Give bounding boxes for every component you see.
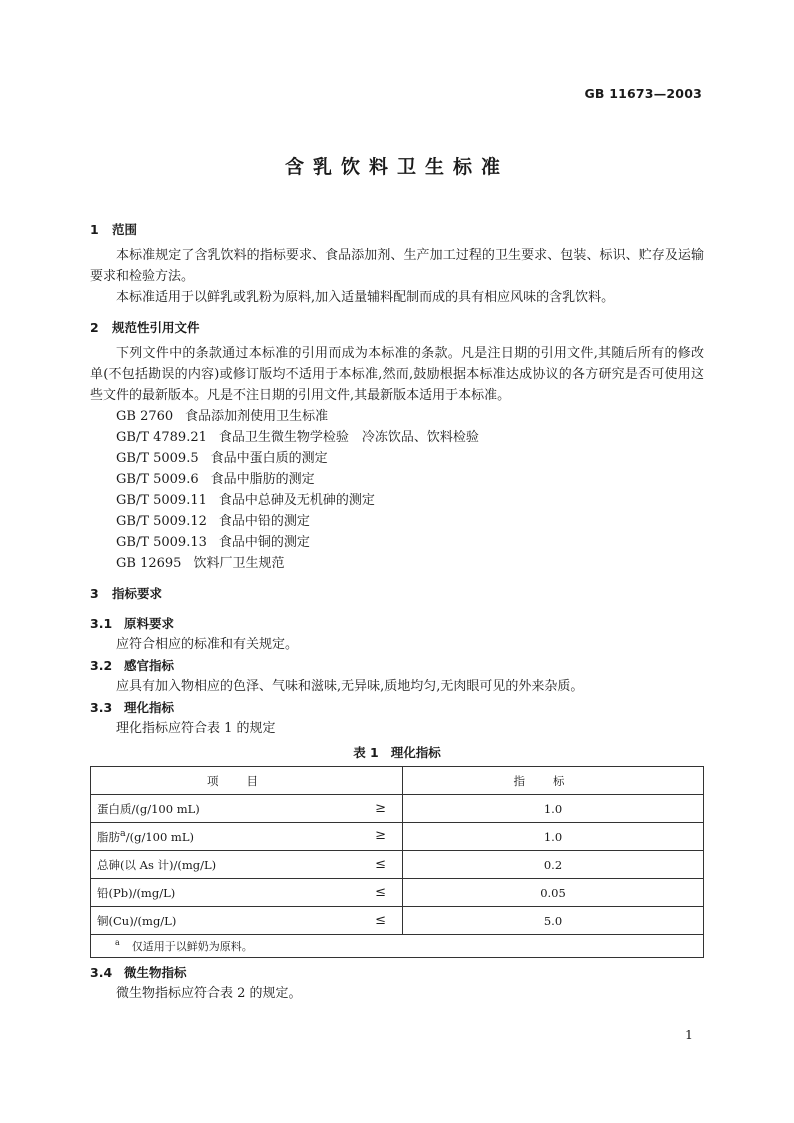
section-number: 3: [90, 586, 99, 601]
subsection-title: 微生物指标: [124, 965, 187, 980]
value-cell: 0.05: [403, 879, 704, 907]
paragraph: 本标准适用于以鲜乳或乳粉为原料,加入适量辅料配制而成的具有相应风味的含乳饮料。: [116, 290, 615, 305]
section-2-heading: [90, 317, 704, 338]
comparison-symbol: ≤: [375, 912, 386, 928]
value-cell: 1.0: [403, 795, 704, 823]
item-label: 总砷(以 As 计)/(mg/L): [97, 857, 217, 872]
paragraph: 应具有加入物相应的色泽、气味和滋味,无异味,质地均匀,无肉眼可见的外来杂质。: [116, 679, 584, 694]
reference-name: 食品添加剂使用卫生标准: [185, 409, 329, 424]
item-label: 铅(Pb)/(mg/L): [97, 885, 176, 900]
reference-item: [90, 406, 704, 427]
paragraph: 理化指标应符合表 1 的规定: [116, 721, 276, 736]
footnote-text: 仅适用于以鲜奶为原料。: [131, 940, 253, 953]
reference-code: GB 2760: [116, 409, 174, 424]
table-header-row: [91, 767, 704, 795]
table-caption: [90, 743, 704, 763]
reference-name: 食品中总砷及无机砷的测定: [218, 493, 375, 508]
value-cell: 5.0: [403, 907, 704, 935]
reference-name: 食品中铜的测定: [218, 535, 310, 550]
section-title: 指标要求: [112, 586, 163, 601]
subsection-title: 理化指标: [124, 700, 175, 715]
table-row: [91, 907, 704, 935]
item-cell: [91, 851, 403, 879]
comparison-symbol: ≥: [375, 828, 386, 844]
standard-number: GB 11673—2003: [584, 86, 702, 101]
reference-item: [90, 553, 704, 574]
table-row: [91, 879, 704, 907]
item-cell: [91, 823, 403, 851]
reference-code: GB/T 5009.6: [116, 472, 199, 487]
reference-item: [90, 490, 704, 511]
value-cell: 0.2: [403, 851, 704, 879]
subsection-number: 3.1: [90, 616, 113, 631]
subsection-title: 感官指标: [124, 658, 175, 673]
page-number: 1: [685, 1027, 693, 1042]
reference-code: GB 12695: [116, 556, 182, 571]
section-1-heading: [90, 219, 704, 240]
subsection-3-4-heading: [90, 962, 704, 983]
document-title: 含乳饮料卫生标准: [284, 156, 509, 178]
footnote-marker: a: [115, 938, 120, 948]
footnote-marker: a: [120, 828, 126, 840]
table-row: [91, 823, 704, 851]
reference-name: 饮料厂卫生规范: [193, 556, 285, 571]
item-label: 脂肪: [97, 829, 120, 844]
reference-code: GB/T 5009.5: [116, 451, 199, 466]
reference-name: 食品中铅的测定: [218, 514, 310, 529]
subsection-title: 原料要求: [124, 616, 175, 631]
document-body: [90, 219, 704, 1004]
section-number: 1: [90, 222, 99, 237]
section-title: 规范性引用文件: [112, 320, 200, 335]
table-footnote-row: [91, 935, 704, 958]
table-row: [91, 851, 704, 879]
subsection-3-2-heading: [90, 655, 704, 676]
item-unit: /(g/100 mL): [125, 829, 194, 844]
reference-code: GB/T 4789.21: [116, 430, 207, 445]
reference-code: GB/T 5009.12: [116, 514, 207, 529]
reference-code: GB/T 5009.11: [116, 493, 207, 508]
item-label: 铜(Cu)/(mg/L): [97, 913, 177, 928]
comparison-symbol: ≥: [375, 800, 386, 816]
subsection-number: 3.2: [90, 658, 113, 673]
reference-name: 食品中脂肪的测定: [210, 472, 315, 487]
reference-item: [90, 448, 704, 469]
section-3-heading: [90, 583, 704, 604]
item-cell: [91, 795, 403, 823]
table-caption-label: 表 1: [353, 745, 379, 760]
table-row: [91, 795, 704, 823]
reference-item: [90, 532, 704, 553]
value-cell: 1.0: [403, 823, 704, 851]
subsection-number: 3.4: [90, 965, 113, 980]
subsection-number: 3.3: [90, 700, 113, 715]
item-label: 蛋白质/(g/100 mL): [97, 801, 200, 816]
table-footnote: [91, 935, 704, 958]
paragraph: 下列文件中的条款通过本标准的引用而成为本标准的条款。凡是注日期的引用文件,其随后所有的修改单(不包括勘误的内容)或修订版均不适用于本标准,然而,鼓励根据本标准达成协议的各方研究是否可使用这些文件的最新版本。凡是不注日期的引用文件,其最新版本适用于本标准。: [90, 346, 704, 403]
reference-item: [90, 427, 704, 448]
reference-item: [90, 469, 704, 490]
section-title: 范围: [112, 222, 138, 237]
reference-item: [90, 511, 704, 532]
table-caption-title: 理化指标: [390, 745, 441, 760]
subsection-3-1-heading: [90, 613, 704, 634]
column-header-value: 指标: [403, 767, 704, 795]
paragraph: 本标准规定了含乳饮料的指标要求、食品添加剂、生产加工过程的卫生要求、包装、标识、贮存及运输要求和检验方法。: [90, 248, 704, 284]
physicochemical-table: [90, 766, 704, 958]
comparison-symbol: ≤: [375, 884, 386, 900]
reference-name: 食品卫生微生物学检验 冷冻饮品、饮料检验: [218, 430, 479, 445]
reference-code: GB/T 5009.13: [116, 535, 207, 550]
section-number: 2: [90, 320, 99, 335]
column-header-item: 项目: [91, 767, 403, 795]
subsection-3-3-heading: [90, 697, 704, 718]
item-cell: [91, 879, 403, 907]
comparison-symbol: ≤: [375, 856, 386, 872]
item-cell: [91, 907, 403, 935]
reference-name: 食品中蛋白质的测定: [210, 451, 328, 466]
paragraph: 微生物指标应符合表 2 的规定。: [116, 986, 302, 1001]
paragraph: 应符合相应的标准和有关规定。: [116, 637, 299, 652]
